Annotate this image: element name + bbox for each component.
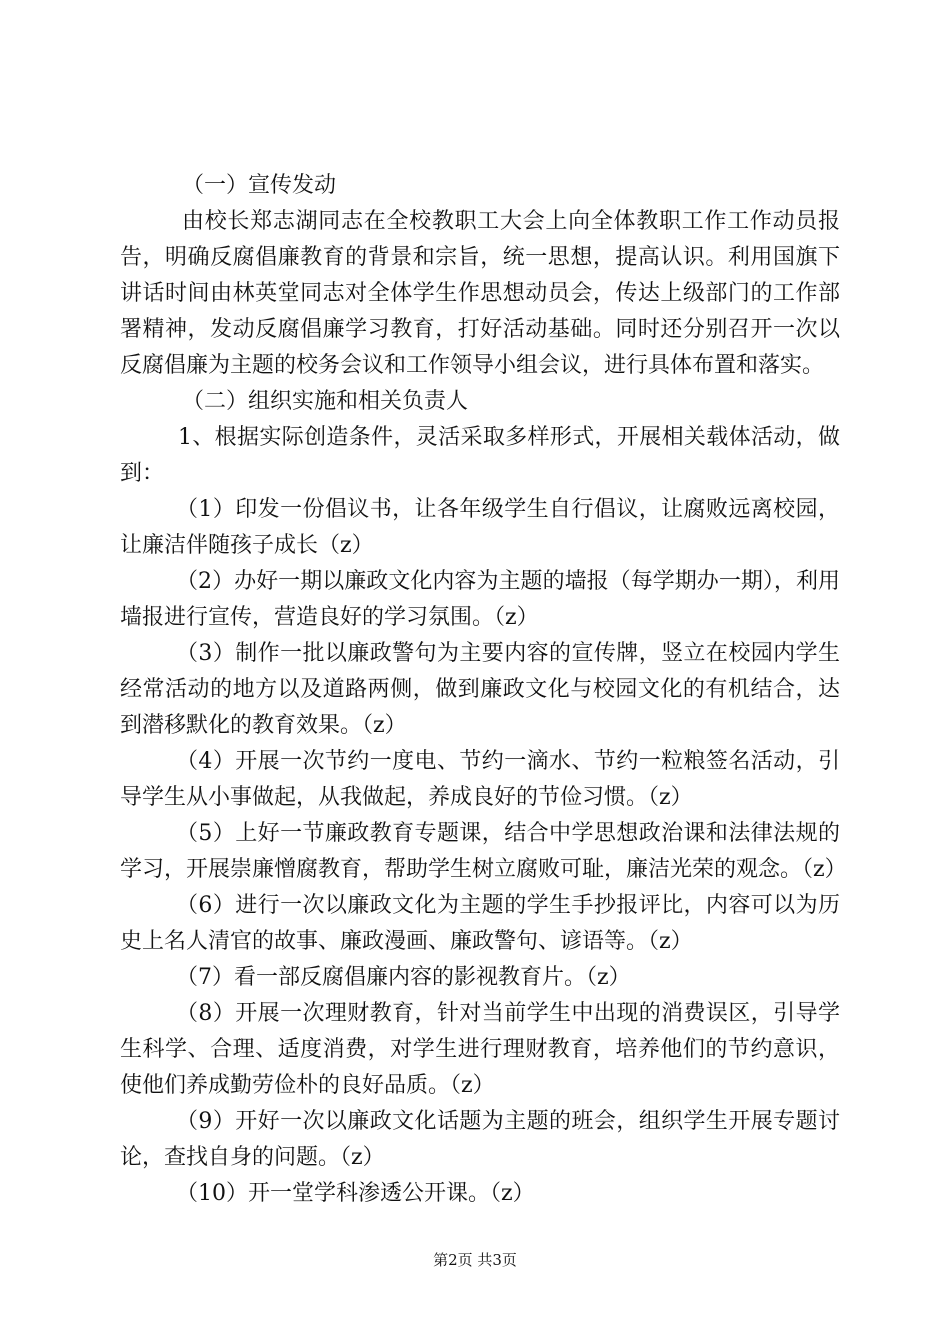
paragraph-propaganda: 由校长郑志湖同志在全校教职工大会上向全体教职工作工作动员报告，明确反腐倡廉教育的背景和宗旨，统一思想，提高认识。利用国旗下讲话时间由林英堂同志对全体学生作思想动员会，传达上级部门的工作部署精神，发动反腐倡廉学习教育，打好活动基础。同时还分别召开一次以反腐倡廉为主题的校务会议和工作领导小组会议，进行具体布置和落实。 xyxy=(120,209,840,378)
list-item-7: （7）看一部反腐倡廉内容的影视教育片。（z） xyxy=(176,965,631,990)
page-number-footer: 第2页 共3页 xyxy=(433,1251,517,1269)
list-item-8: （8）开展一次理财教育，针对当前学生中出现的消费误区，引导学生科学、合理、适度消费，对学生进行理财教育，培养他们的节约意识，使他们养成勤劳俭朴的良好品质。（z） xyxy=(120,1001,840,1098)
list-item-2: （2）办好一期以廉政文化内容为主题的墙报（每学期办一期），利用墙报进行宣传，营造良好的学习氛围。（z） xyxy=(120,569,840,630)
list-item-10: （10）开一堂学科渗透公开课。（z） xyxy=(176,1181,535,1206)
section-heading-propaganda: （一）宣传发动 xyxy=(182,173,337,198)
document-body xyxy=(120,168,847,1212)
list-item-5: （5）上好一节廉政教育专题课，结合中学思想政治课和法律法规的学习，开展崇廉憎腐教育，帮助学生树立腐败可耻，廉洁光荣的观念。（z） xyxy=(120,821,847,882)
list-item-9: （9）开好一次以廉政文化话题为主题的班会，组织学生开展专题讨论，查找自身的问题。（z） xyxy=(120,1109,840,1170)
list-item-1: （1）印发一份倡议书，让各年级学生自行倡议，让腐败远离校园，让廉洁伴随孩子成长（z） xyxy=(120,497,840,558)
paragraph-activities-intro: 1、根据实际创造条件，灵活采取多样形式，开展相关载体活动，做到： xyxy=(120,425,840,486)
list-item-3: （3）制作一批以廉政警句为主要内容的宣传牌，竖立在校园内学生经常活动的地方以及道路两侧，做到廉政文化与校园文化的有机结合，达到潜移默化的教育效果。（z） xyxy=(120,641,840,738)
list-item-4: （4）开展一次节约一度电、节约一滴水、节约一粒粮签名活动，引导学生从小事做起，从我做起，养成良好的节俭习惯。（z） xyxy=(120,749,840,810)
section-heading-implementation: （二）组织实施和相关负责人 xyxy=(182,389,469,414)
list-item-6: （6）进行一次以廉政文化为主题的学生手抄报评比，内容可以为历史上名人清官的故事、廉政漫画、廉政警句、谚语等。（z） xyxy=(120,893,840,954)
